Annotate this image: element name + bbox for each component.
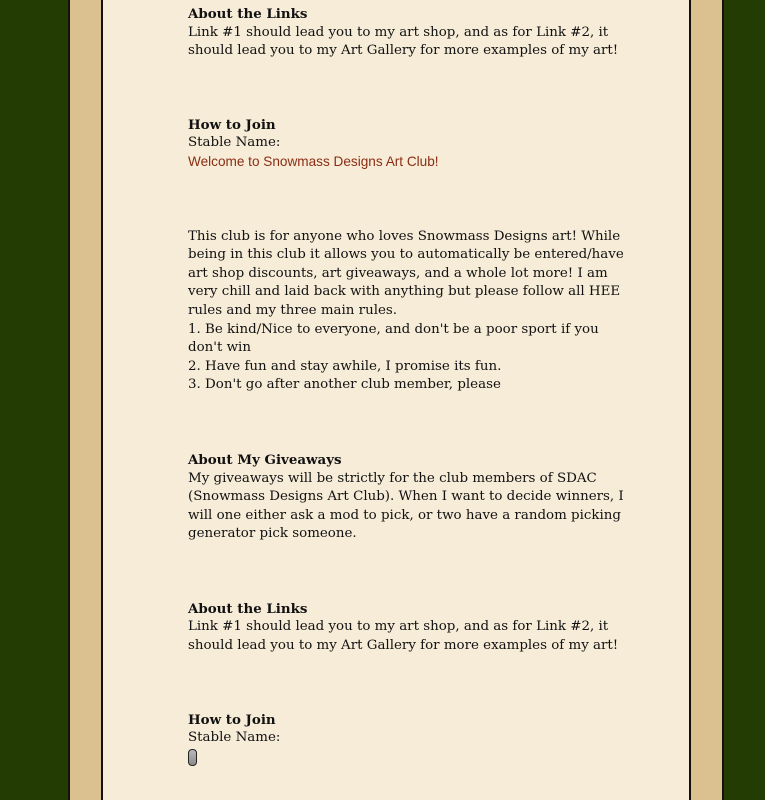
intro-line: art shop discounts, art giveaways, and a whole lot more! I am [188,265,608,281]
intro-section [188,228,624,395]
stable-name-label: Stable Name: [188,135,281,151]
links-text-line: should lead you to my Art Gallery for more examples of my art! [188,638,619,654]
giveaways-line: My giveaways will be strictly for the club members of SDAC [188,470,597,486]
intro-line: rules and my three main rules. [188,302,398,318]
stable-name-label: Stable Name: [188,730,281,746]
links-text-line: should lead you to my Art Gallery for more examples of my art! [188,43,619,59]
giveaways-line: generator pick someone. [188,526,357,542]
links-section-bottom [188,600,618,656]
join-section-bottom [188,711,618,766]
giveaways-heading: About My Giveaways [188,451,342,468]
rule-1-line: 1. Be kind/Nice to everyone, and don't be a poor sport if you [188,321,599,337]
welcome-text: Welcome to Snowmass Designs Art Club! [188,153,439,169]
join-heading: How to Join [188,116,276,133]
giveaways-line: (Snowmass Designs Art Club). When I want to decide winners, I [188,489,624,505]
giveaways-section [188,451,624,544]
club-description [188,5,624,766]
intro-line: This club is for anyone who loves Snowmass Designs art! While [188,228,621,244]
intro-line: very chill and laid back with anything but please follow all HEE [188,284,621,300]
links-heading: About the Links [188,600,308,617]
rule-3-line: 3. Don't go after another club member, please [188,377,501,393]
links-text-line: Link #1 should lead you to my art shop, and as for Link #2, it [188,24,609,40]
links-heading: About the Links [188,6,308,22]
stable-name-input[interactable] [188,749,197,766]
links-section-top [188,5,618,61]
rule-2-line: 2. Have fun and stay awhile, I promise its fun. [188,358,502,374]
links-text-line: Link #1 should lead you to my art shop, and as for Link #2, it [188,619,609,635]
join-section-top [188,116,618,172]
join-heading: How to Join [188,711,276,728]
intro-line: being in this club it allows you to automatically be entered/have [188,247,624,263]
rule-1-line: don't win [188,340,251,356]
giveaways-line: will one either ask a mod to pick, or two have a random picking [188,507,621,523]
